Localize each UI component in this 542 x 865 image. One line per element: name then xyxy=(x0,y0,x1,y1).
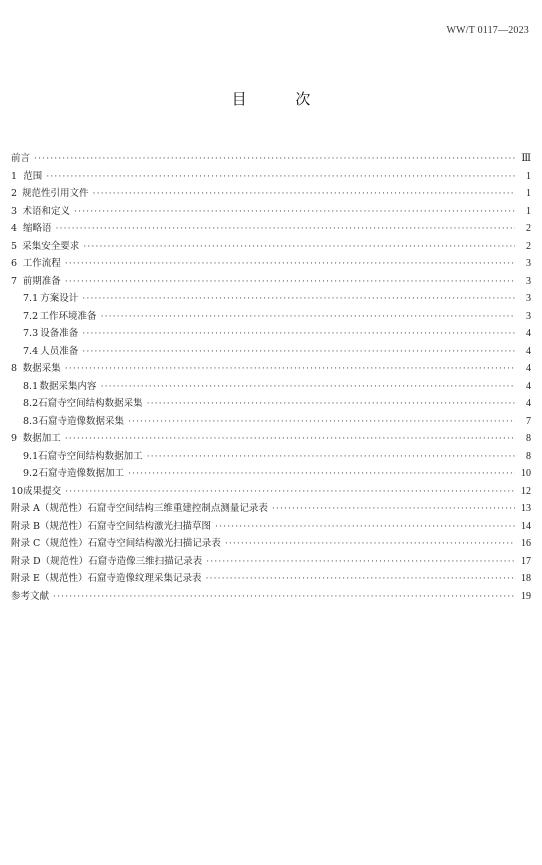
toc-entry[interactable] xyxy=(11,378,531,396)
toc-entry-page-number: 13 xyxy=(521,503,531,514)
dot-leader xyxy=(147,448,515,466)
dot-leader xyxy=(83,238,515,256)
toc-entry-number: 2 xyxy=(11,188,18,199)
toc-entry-page-number: 3 xyxy=(526,293,531,304)
toc-entry-label: 工作流程 xyxy=(22,258,61,269)
toc-entry-number: 9.1 xyxy=(23,450,39,462)
toc-entry[interactable] xyxy=(11,360,531,378)
dot-leader xyxy=(205,570,515,588)
toc-entry-page-number: Ⅲ xyxy=(521,153,531,164)
dot-leader xyxy=(82,290,515,308)
toc-entry-number: 8.1 xyxy=(23,380,39,392)
toc-entry[interactable] xyxy=(11,290,531,308)
toc-entry-label: 石窟寺空间结构数据采集 xyxy=(38,398,143,409)
toc-title: 目 次 xyxy=(231,90,333,108)
toc-entry-number: 附录 B（规范性） xyxy=(11,520,88,532)
toc-entry-label: 范围 xyxy=(23,170,43,182)
toc-entry-label: 设备准备 xyxy=(40,328,79,339)
toc-entry-label: 成果提交 xyxy=(23,485,62,497)
toc-entry-label: 石窟寺造像数据加工 xyxy=(38,468,124,479)
toc-entry-page-number: 1 xyxy=(526,188,531,199)
toc-entry[interactable] xyxy=(11,168,531,186)
toc-entry-page-number: 8 xyxy=(526,450,531,462)
toc-entry[interactable] xyxy=(11,465,531,483)
toc-entry-number: 7 xyxy=(11,275,18,287)
dot-leader xyxy=(128,465,515,483)
toc-entry-label: 数据加工 xyxy=(22,433,61,444)
dot-leader xyxy=(225,535,515,553)
toc-entry[interactable] xyxy=(11,255,531,273)
toc-entry-page-number: 8 xyxy=(526,433,531,444)
toc-entry[interactable] xyxy=(11,308,531,326)
dot-leader xyxy=(82,343,515,361)
toc-entry[interactable] xyxy=(11,448,531,466)
toc-entry[interactable] xyxy=(11,343,531,361)
toc-entry-label: 石窟寺空间结构三维重建控制点测量记录表 xyxy=(87,503,268,514)
toc-entry-page-number: 4 xyxy=(526,398,531,409)
dot-leader xyxy=(65,255,515,273)
dot-leader xyxy=(46,168,515,186)
toc-entry-label: 方案设计 xyxy=(40,293,79,304)
toc-entry-page-number: 3 xyxy=(526,310,531,322)
toc-entry-page-number: 1 xyxy=(526,170,531,182)
toc-entry-label: 规范性引用文件 xyxy=(22,188,89,199)
toc-entry-page-number: 14 xyxy=(521,520,531,532)
toc-entry-number: 7.4 xyxy=(23,345,39,357)
toc-entry-number: 8.3 xyxy=(23,415,39,427)
dot-leader xyxy=(272,500,515,518)
table-of-contents xyxy=(11,150,531,605)
toc-entry-page-number: 18 xyxy=(521,573,531,584)
dot-leader xyxy=(215,518,515,536)
dot-leader xyxy=(206,553,515,571)
toc-entry-label: 石窟寺空间结构激光扫描草图 xyxy=(87,520,212,532)
toc-entry-number: 附录 C（规范性） xyxy=(11,538,88,549)
toc-entry-number: 5 xyxy=(11,240,18,252)
toc-entry[interactable] xyxy=(11,203,531,221)
toc-entry-page-number: 4 xyxy=(526,363,531,374)
toc-entry-page-number: 2 xyxy=(526,240,531,252)
dot-leader xyxy=(101,308,515,326)
toc-entry[interactable] xyxy=(11,500,531,518)
toc-entry-number: 10 xyxy=(11,485,24,497)
toc-entry-label: 人员准备 xyxy=(40,345,79,357)
toc-entry-label: 石窟寺空间结构激光扫描记录表 xyxy=(87,538,221,549)
toc-entry-page-number: 4 xyxy=(526,328,531,339)
toc-entry-page-number: 4 xyxy=(526,345,531,357)
toc-entry-page-number: 19 xyxy=(521,590,531,602)
toc-entry-page-number: 12 xyxy=(521,485,531,497)
toc-entry[interactable] xyxy=(11,535,531,553)
toc-entry-label: 术语和定义 xyxy=(22,205,71,217)
toc-entry-number: 9 xyxy=(11,433,18,444)
toc-entry-label: 数据采集内容 xyxy=(39,380,97,392)
toc-entry-label: 前言 xyxy=(11,153,31,164)
toc-entry-label: 前期准备 xyxy=(22,275,61,287)
standard-code: WW/T 0117—2023 xyxy=(446,25,529,36)
toc-entry-label: 工作环境准备 xyxy=(39,310,97,322)
dot-leader xyxy=(65,360,515,378)
dot-leader xyxy=(147,395,515,413)
toc-entry-number: 7.1 xyxy=(23,293,39,304)
toc-entry-page-number: 16 xyxy=(521,538,531,549)
toc-entry-number: 4 xyxy=(11,223,18,234)
toc-entry[interactable] xyxy=(11,413,531,431)
toc-entry-label: 采集安全要求 xyxy=(22,240,80,252)
toc-entry[interactable] xyxy=(11,483,531,501)
toc-entry[interactable] xyxy=(11,518,531,536)
toc-entry-number: 8 xyxy=(11,363,18,374)
toc-entry[interactable] xyxy=(11,185,531,203)
toc-entry-number: 9.2 xyxy=(23,468,39,479)
toc-entry-label: 石窟寺空间结构数据加工 xyxy=(38,450,143,462)
dot-leader xyxy=(65,273,515,291)
toc-entry[interactable] xyxy=(11,553,531,571)
dot-leader xyxy=(65,430,515,448)
toc-entry-page-number: 3 xyxy=(526,275,531,287)
dot-leader xyxy=(65,483,515,501)
toc-entry-page-number: 4 xyxy=(526,380,531,392)
toc-entry[interactable] xyxy=(11,150,531,168)
toc-entry-label: 参考文献 xyxy=(11,590,50,602)
toc-entry-number: 附录 D（规范性） xyxy=(11,555,89,567)
toc-entry[interactable] xyxy=(11,273,531,291)
toc-entry[interactable] xyxy=(11,570,531,588)
toc-entry-page-number: 17 xyxy=(521,555,531,567)
toc-entry[interactable] xyxy=(11,238,531,256)
toc-entry-page-number: 10 xyxy=(521,468,531,479)
dot-leader xyxy=(128,413,515,431)
dot-leader xyxy=(56,220,515,238)
toc-entry-number: 6 xyxy=(11,258,18,269)
toc-entry[interactable] xyxy=(11,430,531,448)
toc-entry-page-number: 2 xyxy=(526,223,531,234)
toc-entry-number: 附录 A（规范性） xyxy=(11,503,88,514)
toc-entry-number: 7.2 xyxy=(23,310,39,322)
dot-leader xyxy=(53,588,515,606)
toc-entry-number: 8.2 xyxy=(23,398,39,409)
toc-entry-label: 石窟寺造像三维扫描记录表 xyxy=(88,555,203,567)
toc-entry-page-number: 1 xyxy=(526,205,531,217)
toc-entry-number: 附录 E（规范性） xyxy=(11,573,88,584)
toc-entry[interactable] xyxy=(11,395,531,413)
dot-leader xyxy=(82,325,515,343)
dot-leader xyxy=(101,378,515,396)
toc-entry-number: 3 xyxy=(11,205,18,217)
toc-entry-label: 缩略语 xyxy=(23,223,52,234)
toc-entry-label: 数据采集 xyxy=(22,363,61,374)
toc-entry-page-number: 7 xyxy=(526,415,531,427)
dot-leader xyxy=(74,203,515,221)
dot-leader xyxy=(93,185,515,203)
toc-entry-page-number: 3 xyxy=(526,258,531,269)
toc-entry-label: 石窟寺造像数据采集 xyxy=(38,415,124,427)
toc-entry[interactable] xyxy=(11,220,531,238)
toc-entry-number: 1 xyxy=(11,170,18,182)
toc-entry-label: 石窟寺造像纹理采集记录表 xyxy=(87,573,202,584)
toc-entry[interactable] xyxy=(11,588,531,606)
toc-entry-number: 7.3 xyxy=(23,328,39,339)
dot-leader xyxy=(34,150,515,168)
toc-entry[interactable] xyxy=(11,325,531,343)
